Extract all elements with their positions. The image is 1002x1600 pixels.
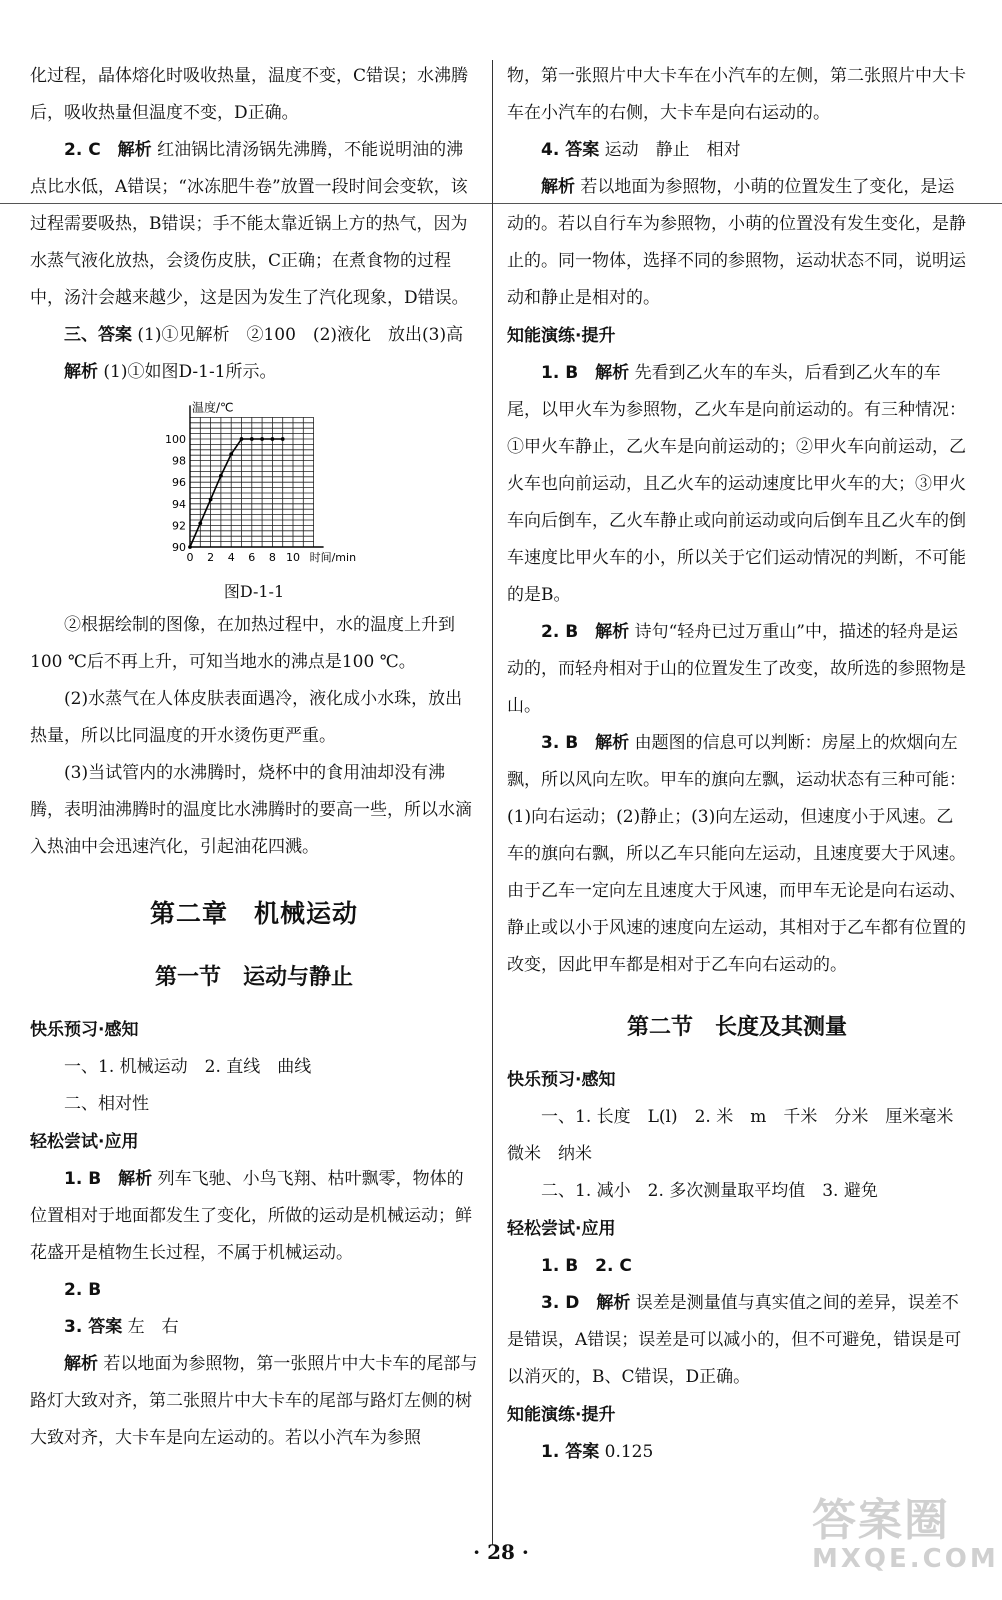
answer-1: [507, 355, 967, 614]
answer-text: (1)①见解析 ②100 (2)液化 放出(3)高: [137, 325, 464, 345]
paragraph: 二、1. 减小 2. 多次测量取平均值 3. 避免: [541, 1181, 878, 1201]
x-tick-label: 2: [207, 551, 215, 564]
answer-3: [507, 1285, 967, 1396]
data-point: [240, 437, 244, 441]
answer-label: 3. B 解析: [541, 733, 630, 753]
analysis-text: 若以地面为参照物，小萌的位置发生了变化，是运动的。若以自行车为参照物，小萌的位置没有发生变化，是静止的。同一物体，选择不同的参照物，运动状态不同，说明运动和静止是相对的。: [507, 177, 966, 308]
data-point: [188, 545, 192, 549]
answer-2: [30, 132, 478, 317]
y-tick-label: 92: [172, 519, 186, 533]
answer-3: [30, 317, 478, 354]
analysis-label: 解析: [64, 1354, 98, 1374]
answer-text: 左 右: [127, 1317, 179, 1337]
paragraph: (2)水蒸气在人体皮肤表面遇冷，液化成小水珠，放出热量，所以比同温度的开水烫伤更严重。: [30, 689, 463, 746]
section-heading: 轻松尝试·应用: [30, 1132, 139, 1152]
answer-label: 1. B 解析: [64, 1169, 153, 1189]
answer-text: 先看到乙火车的车头，后看到乙火车的车尾，以甲火车为参照物，乙火车是向前运动的。有三种情况：①甲火车静止，乙火车是向前运动的；②甲火车向前运动，乙火车也向前运动，且乙火车的运动速度比甲火车的大；③甲火车向后倒车，乙火车静止或向前运动或向后倒车且乙火车的倒车速度比甲火车的小，所以关于它们运动情况的判断，不可能的是B。: [507, 363, 966, 605]
data-point: [250, 437, 254, 441]
answer-text: 运动 静止 相对: [604, 140, 741, 160]
column-divider: [492, 60, 493, 1545]
watermark-text: 答案圈: [812, 1495, 950, 1546]
analysis: [30, 1346, 478, 1457]
analysis-text: (1)①如图D-1-1所示。: [103, 362, 277, 382]
answer-text: 0.125: [604, 1442, 654, 1462]
section-title: 第二节 长度及其测量: [626, 1015, 847, 1040]
y-tick-label: 100: [165, 433, 186, 446]
paragraph: 化过程，晶体熔化时吸收热量，温度不变，C错误；水沸腾后，吸收热量但温度不变，D正确。: [30, 66, 469, 123]
data-point: [260, 437, 264, 441]
answer-1-2: 1. B 2. C: [541, 1256, 632, 1276]
analysis-label: 解析: [64, 362, 98, 382]
analysis-text: 若以地面为参照物，第一张照片中大卡车的尾部与路灯大致对齐，第二张照片中大卡车的尾部与路灯左侧的树大致对齐，大卡车是向左运动的。若以小汽车为参照: [30, 1354, 478, 1448]
x-tick-label: 6: [248, 551, 256, 564]
analysis: [507, 169, 967, 317]
section-heading: 快乐预习·感知: [507, 1070, 616, 1090]
section-heading: 知能演练·提升: [507, 326, 616, 346]
watermark-logo: [812, 1484, 999, 1589]
answer-label: 3. D 解析: [541, 1293, 631, 1313]
answer-1: [507, 1434, 967, 1471]
answer-text: 由题图的信息可以判断：房屋上的炊烟向左飘，所以风向左吹。甲车的旗向左飘，运动状态有三种可能：(1)向右运动；(2)静止；(3)向左运动，但速度小于风速。乙车的旗向右飘，所以乙车只能向左运动，且速度要大于风速。由于乙车一定向左且速度大于风速，而甲车无论是向右运动、静止或以小于风速的速度向左运动，其相对于乙车都有位置的改变，因此甲车都是相对于乙车向右运动的。: [507, 733, 966, 975]
paragraph: ②根据绘制的图像，在加热过程中，水的温度上升到100 ℃后不再上升，可知当地水的沸点是100 ℃。: [30, 615, 455, 672]
y-tick-label: 96: [172, 476, 186, 490]
section-title: 第一节 运动与静止: [154, 965, 353, 990]
answer-label: 三、答案: [64, 325, 132, 345]
y-tick-label: 90: [172, 541, 186, 554]
answer-label: 1. 答案: [541, 1442, 600, 1462]
data-point: [281, 437, 285, 441]
page-number: · 28 ·: [473, 1540, 529, 1564]
x-tick-label: 4: [227, 551, 235, 564]
section-heading: 轻松尝试·应用: [507, 1219, 616, 1239]
answer-label: 4. 答案: [541, 140, 600, 160]
paragraph: 二、相对性: [64, 1094, 149, 1114]
y-tick-label: 98: [172, 454, 186, 468]
answer-label: 2. B 解析: [541, 622, 630, 642]
paragraph: 物，第一张照片中大卡车在小汽车的左侧，第二张照片中大卡车在小汽车的右侧，大卡车是向右运动的。: [507, 66, 966, 123]
data-point: [229, 452, 233, 456]
section-heading: 快乐预习·感知: [30, 1020, 139, 1040]
paragraph: (3)当试管内的水沸腾时，烧杯中的食用油却没有沸腾，表明油沸腾时的温度比水沸腾时的要高一些，所以水滴入热油中会迅速汽化，引起油花四溅。: [30, 763, 472, 857]
answer-4: [507, 132, 967, 169]
figure-caption: 图D-1-1: [223, 582, 285, 601]
x-tick-label: 10: [286, 551, 300, 564]
data-point: [209, 498, 213, 502]
answer-text: 红油锅比清汤锅先沸腾，不能说明油的沸点比水低，A错误；“冰冻肥牛卷”放置一段时间会变软，该过程需要吸热，B错误；手不能太靠近锅上方的热气，因为水蒸气液化放热，会烫伤皮肤，C正确；在煮食物的过程中，汤汁会越来越少，这是因为发生了汽化现象，D错误。: [30, 140, 469, 308]
answer-label: 1. B 解析: [541, 363, 630, 383]
y-axis-label: 温度/℃: [192, 400, 234, 415]
analysis-label: 解析: [541, 177, 575, 197]
section-heading: 知能演练·提升: [507, 1405, 616, 1425]
answer-text: 诗句“轻舟已过万重山”中，描述的轻舟是运动的，而轻舟相对于山的位置发生了改变，故所选的参照物是山。: [507, 622, 966, 716]
answer-3: [507, 725, 967, 984]
x-axis-label: 时间/min: [309, 551, 357, 564]
data-point: [219, 474, 223, 478]
answer-text: 误差是测量值与真实值之间的差异，误差不是错误，A错误；误差是可以减小的，但不可避免，错误是可以消灭的，B、C错误，D正确。: [507, 1293, 962, 1387]
y-tick-label: 94: [172, 497, 186, 511]
answer-label: 2. C 解析: [64, 140, 152, 160]
data-point: [271, 437, 275, 441]
paragraph: 一、1. 机械运动 2. 直线 曲线: [64, 1057, 312, 1077]
left-column: [30, 58, 478, 1457]
temperature-time-chart: [150, 397, 360, 577]
chapter-title: 第二章 机械运动: [149, 899, 358, 928]
analysis: [30, 354, 478, 391]
x-tick-label: 8: [268, 551, 276, 564]
answer-2: [507, 614, 967, 725]
x-tick-label: 0: [186, 551, 194, 564]
answer-1: [30, 1161, 478, 1272]
answer-label: 3. 答案: [64, 1317, 123, 1337]
data-point: [198, 521, 202, 525]
paragraph: 一、1. 长度 L(l) 2. 米 m 千米 分米 厘米毫米 微米 纳米: [507, 1107, 971, 1164]
right-column: [507, 58, 971, 1471]
watermark-url: MXQE.COM: [812, 1544, 999, 1574]
answer-2: 2. B: [64, 1280, 102, 1300]
answer-text: 列车飞驰、小鸟飞翔、枯叶飘零，物体的位置相对于地面都发生了变化，所做的运动是机械运动；鲜花盛开是植物生长过程，不属于机械运动。: [30, 1169, 472, 1263]
answer-3: [30, 1309, 478, 1346]
